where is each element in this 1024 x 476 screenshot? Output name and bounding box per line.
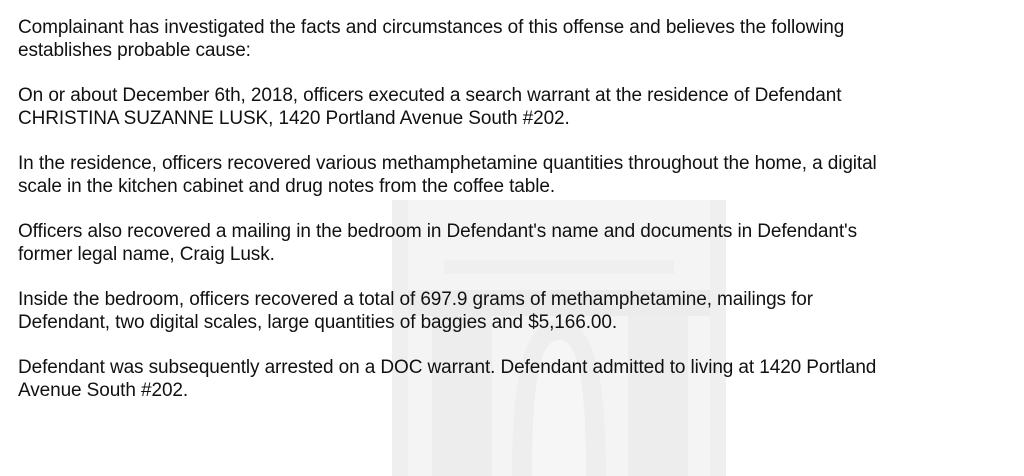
probable-cause-statement <box>18 16 1008 424</box>
paragraph-mailing-documents: Officers also recovered a mailing in the bedroom in Defendant's name and documents in Defendant's former legal name, Craig Lusk. <box>18 221 857 265</box>
paragraph-arrest: Defendant was subsequently arrested on a DOC warrant. Defendant admitted to living at 1420 Portland Avenue South #202. <box>18 357 877 401</box>
paragraph-intro: Complainant has investigated the facts and circumstances of this offense and believes the following establishes probable cause: <box>18 17 845 61</box>
paragraph-bedroom-findings: Inside the bedroom, officers recovered a total of 697.9 grams of methamphetamine, mailings for Defendant, two digital scales, large quantities of baggies and $5,166.00. <box>18 289 814 333</box>
paragraph-residence-findings: In the residence, officers recovered various methamphetamine quantities throughout the home, a digital scale in the kitchen cabinet and drug notes from the coffee table. <box>18 153 877 197</box>
paragraph-search-warrant: On or about December 6th, 2018, officers executed a search warrant at the residence of Defendant CHRISTINA SUZANNE LUSK, 1420 Portland Avenue South #202. <box>18 85 842 129</box>
